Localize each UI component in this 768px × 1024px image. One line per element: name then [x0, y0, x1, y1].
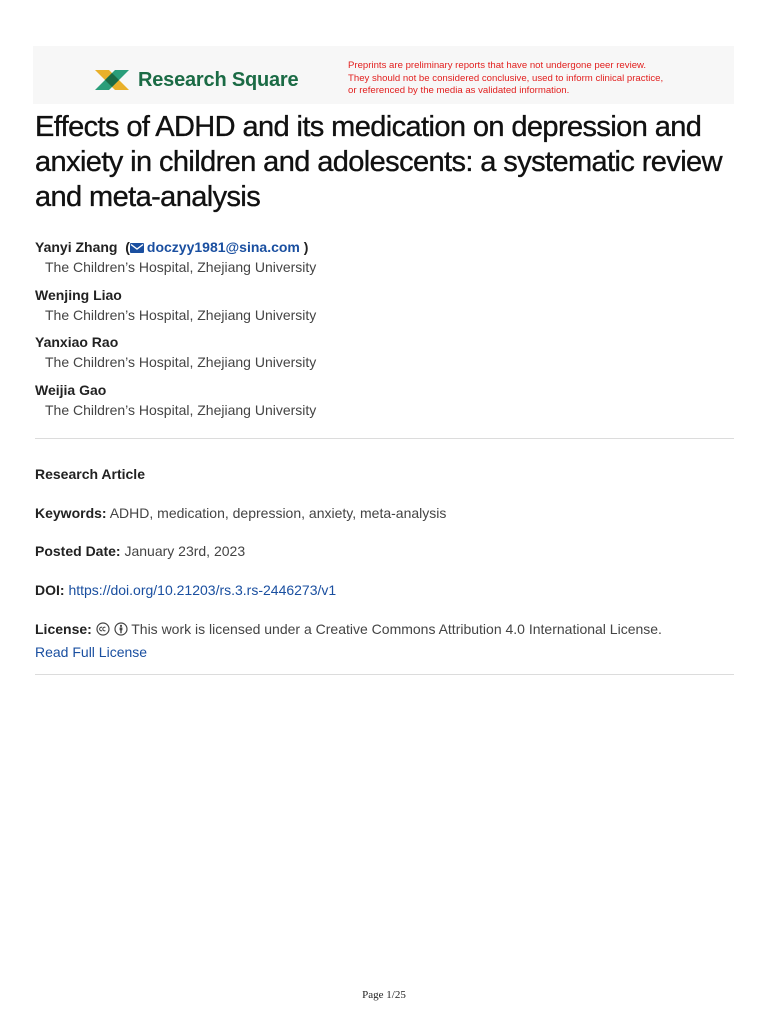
posted-date-label: Posted Date:	[35, 543, 121, 559]
section-divider	[35, 438, 734, 439]
envelope-icon	[130, 243, 144, 253]
keywords-value: ADHD, medication, depression, anxiety, meta-analysis	[109, 505, 447, 521]
read-full-license-link[interactable]: Read Full License	[35, 644, 148, 660]
author-name-line: Yanyi Zhang ( doczyy1981@sina.com )	[35, 239, 309, 255]
author-affiliation: The Children’s Hospital, Zhejiang University	[45, 306, 317, 323]
doi-line	[35, 580, 336, 600]
doi-label: DOI:	[35, 582, 65, 598]
keywords-label: Keywords:	[35, 505, 107, 521]
author-affiliation: The Children’s Hospital, Zhejiang University	[45, 401, 317, 418]
read-full-license-line	[35, 642, 147, 662]
license-label: License:	[35, 621, 92, 637]
article-type	[35, 464, 145, 484]
research-square-logo-icon	[93, 65, 131, 95]
author-name: Yanyi Zhang	[35, 239, 118, 255]
author-entry	[35, 332, 735, 380]
attribution-icon	[114, 622, 128, 636]
section-divider	[35, 674, 734, 675]
author-name: Yanxiao Rao	[35, 334, 119, 350]
preprint-notice	[348, 60, 728, 98]
license-text: This work is licensed under a Creative Commons Attribution 4.0 International License.	[131, 621, 662, 637]
author-entry	[35, 237, 735, 285]
paper-title: Effects of ADHD and its medication on depression and anxiety in children and adolescents: a systematic review and meta-analysis	[35, 111, 722, 213]
author-affiliation: The Children’s Hospital, Zhejiang University	[45, 354, 317, 370]
author-email-link[interactable]	[130, 239, 300, 255]
doi-link[interactable]: https://doi.org/10.21203/rs.3.rs-2446273/v1	[68, 582, 337, 598]
article-type-label: Research Article	[35, 466, 145, 482]
posted-date-value: January 23rd, 2023	[124, 543, 246, 559]
preprint-notice-line: They should not be considered conclusive, used to inform clinical practice,	[348, 72, 664, 84]
research-square-logo[interactable]	[93, 63, 298, 97]
logo-text: Research Square	[138, 69, 299, 91]
posted-date-line	[35, 541, 245, 561]
keywords-line	[35, 503, 446, 523]
creative-commons-icon	[96, 622, 110, 636]
author-affiliation: The Children’s Hospital, Zhejiang University	[45, 259, 317, 275]
author-name: Wenjing Liao	[35, 286, 122, 303]
author-email: doczyy1981@sina.com	[146, 239, 300, 255]
author-list	[35, 237, 735, 427]
author-name: Weijia Gao	[35, 381, 107, 398]
author-entry	[35, 380, 735, 428]
author-entry	[35, 285, 735, 333]
preprint-notice-line: or referenced by the media as validated information.	[348, 85, 570, 97]
page-number: Page 1/25	[362, 989, 406, 1001]
preprint-notice-line: Preprints are preliminary reports that have not undergone peer review.	[348, 60, 647, 71]
license-line	[35, 619, 662, 639]
